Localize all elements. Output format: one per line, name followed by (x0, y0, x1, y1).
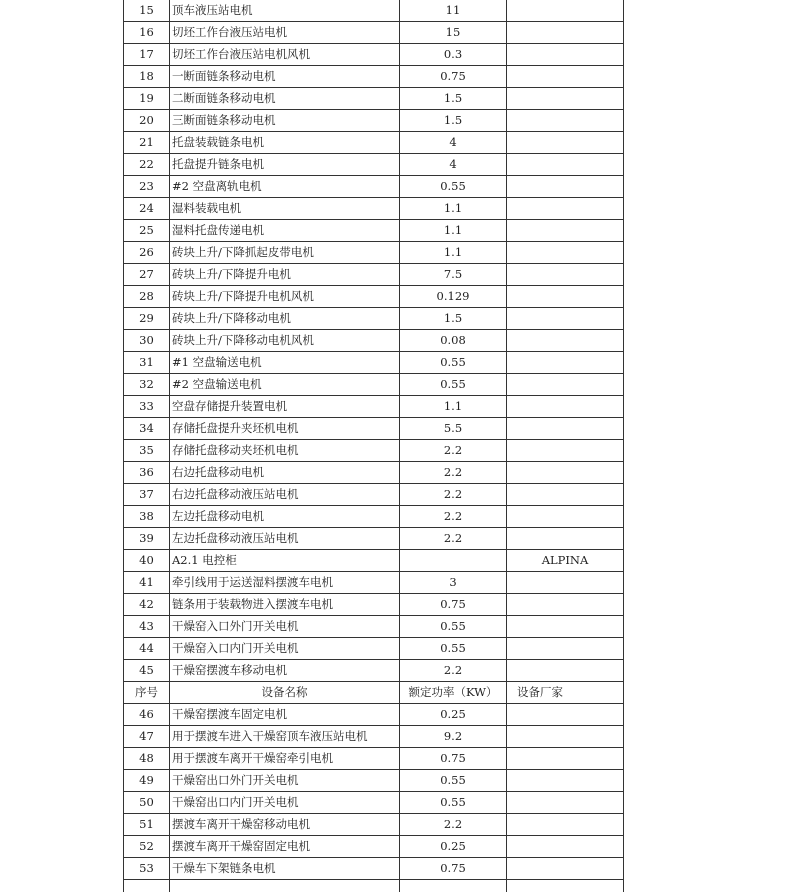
rated-power-cell: 2.2 (400, 462, 507, 484)
rated-power-cell: 2.2 (400, 506, 507, 528)
manufacturer-cell (507, 198, 624, 220)
table-row (124, 638, 624, 660)
equipment-name-cell: 切坯工作台液压站电机 (170, 22, 400, 44)
manufacturer-cell (507, 792, 624, 814)
column-header-maker: 设备厂家 (507, 682, 624, 704)
equipment-name-cell: 干燥窑摆渡车移动电机 (170, 660, 400, 682)
rated-power-cell: 0.25 (400, 836, 507, 858)
equipment-name-cell: 托盘提升链条电机 (170, 154, 400, 176)
row-number-cell: 46 (124, 704, 170, 726)
row-number-cell: 30 (124, 330, 170, 352)
equipment-table (123, 0, 624, 892)
manufacturer-cell (507, 132, 624, 154)
manufacturer-cell (507, 858, 624, 880)
table-row (124, 440, 624, 462)
manufacturer-cell (507, 286, 624, 308)
row-number-cell: 48 (124, 748, 170, 770)
equipment-name-cell: 用于摆渡车离开干燥窑牵引电机 (170, 748, 400, 770)
equipment-name-cell: #2 空盘离轨电机 (170, 176, 400, 198)
rated-power-cell: 0.75 (400, 748, 507, 770)
rated-power-cell: 1.5 (400, 308, 507, 330)
manufacturer-cell (507, 814, 624, 836)
equipment-name-cell: A2.1 电控柜 (170, 550, 400, 572)
table-row (124, 616, 624, 638)
table-row (124, 836, 624, 858)
manufacturer-cell (507, 638, 624, 660)
table-row (124, 594, 624, 616)
equipment-name-cell: 砖块上升/下降移动电机 (170, 308, 400, 330)
row-number-cell: 44 (124, 638, 170, 660)
equipment-name-cell: 切坯工作台液压站电机风机 (170, 44, 400, 66)
row-number-cell: 26 (124, 242, 170, 264)
table-row (124, 770, 624, 792)
row-number-cell: 32 (124, 374, 170, 396)
column-header-power: 额定功率（KW） (400, 682, 507, 704)
table-row (124, 374, 624, 396)
equipment-name-cell: 一断面链条移动电机 (170, 66, 400, 88)
rated-power-cell: 0.75 (400, 66, 507, 88)
table-row (124, 88, 624, 110)
manufacturer-cell (507, 660, 624, 682)
table-row (124, 264, 624, 286)
equipment-name-cell: 干燥窑摆渡车固定电机 (170, 704, 400, 726)
column-header-name: 设备名称 (170, 682, 400, 704)
equipment-name-cell: 顶车液压站电机 (170, 0, 400, 22)
equipment-name-cell: 干燥窑入口外门开关电机 (170, 616, 400, 638)
equipment-name-cell: #2 空盘输送电机 (170, 374, 400, 396)
rated-power-cell: 1.1 (400, 396, 507, 418)
manufacturer-cell (507, 242, 624, 264)
rated-power-cell: 7.5 (400, 264, 507, 286)
rated-power-cell: 0.55 (400, 792, 507, 814)
equipment-name-cell: 干燥车下架链条电机 (170, 858, 400, 880)
equipment-name-cell: 链条用于装载物进入摆渡车电机 (170, 594, 400, 616)
manufacturer-cell (507, 748, 624, 770)
rated-power-cell: 0.75 (400, 858, 507, 880)
manufacturer-cell (507, 396, 624, 418)
rated-power-cell: 0.3 (400, 44, 507, 66)
table-row (124, 66, 624, 88)
table-row (124, 22, 624, 44)
manufacturer-cell (507, 770, 624, 792)
manufacturer-cell (507, 506, 624, 528)
manufacturer-cell (507, 22, 624, 44)
row-number-cell: 38 (124, 506, 170, 528)
rated-power-cell: 0.55 (400, 638, 507, 660)
equipment-name-cell: 右边托盘移动电机 (170, 462, 400, 484)
table-row (124, 308, 624, 330)
table-row (124, 110, 624, 132)
table-row (124, 286, 624, 308)
equipment-name-cell: 砖块上升/下降提升电机 (170, 264, 400, 286)
rated-power-cell: 2.2 (400, 814, 507, 836)
row-number-cell: 18 (124, 66, 170, 88)
row-number-cell: 20 (124, 110, 170, 132)
table-row (124, 242, 624, 264)
rated-power-cell: 0.55 (400, 176, 507, 198)
manufacturer-cell (507, 418, 624, 440)
table-row (124, 572, 624, 594)
equipment-name-cell: 湿料装载电机 (170, 198, 400, 220)
equipment-name-cell: 托盘装载链条电机 (170, 132, 400, 154)
manufacturer-cell (507, 594, 624, 616)
row-number-cell: 16 (124, 22, 170, 44)
empty-cell (124, 880, 170, 892)
row-number-cell: 41 (124, 572, 170, 594)
rated-power-cell: 9.2 (400, 726, 507, 748)
table-row (124, 132, 624, 154)
table-row (124, 462, 624, 484)
equipment-name-cell: 干燥窑入口内门开关电机 (170, 638, 400, 660)
row-number-cell: 49 (124, 770, 170, 792)
manufacturer-cell (507, 44, 624, 66)
equipment-name-cell: 摆渡车离开干燥窑固定电机 (170, 836, 400, 858)
table-row (124, 858, 624, 880)
equipment-name-cell: 存储托盘移动夹坯机电机 (170, 440, 400, 462)
manufacturer-cell (507, 352, 624, 374)
row-number-cell: 31 (124, 352, 170, 374)
table-row (124, 0, 624, 22)
manufacturer-cell (507, 66, 624, 88)
manufacturer-cell (507, 88, 624, 110)
row-number-cell: 17 (124, 44, 170, 66)
table-row (124, 748, 624, 770)
row-number-cell: 28 (124, 286, 170, 308)
equipment-name-cell: 用于摆渡车进入干燥窑顶车液压站电机 (170, 726, 400, 748)
empty-cell (507, 880, 624, 892)
manufacturer-cell (507, 616, 624, 638)
empty-cell (170, 880, 400, 892)
row-number-cell: 42 (124, 594, 170, 616)
table-row (124, 726, 624, 748)
rated-power-cell: 0.55 (400, 616, 507, 638)
equipment-name-cell: 干燥窑出口内门开关电机 (170, 792, 400, 814)
rated-power-cell: 3 (400, 572, 507, 594)
rated-power-cell: 0.75 (400, 594, 507, 616)
rated-power-cell: 1.1 (400, 242, 507, 264)
table-row (124, 484, 624, 506)
equipment-name-cell: 牵引线用于运送湿料摆渡车电机 (170, 572, 400, 594)
table-row-partial (124, 880, 624, 892)
row-number-cell: 33 (124, 396, 170, 418)
manufacturer-cell (507, 572, 624, 594)
table-header-row (124, 682, 624, 704)
manufacturer-cell (507, 0, 624, 22)
rated-power-cell: 2.2 (400, 528, 507, 550)
equipment-name-cell: 右边托盘移动液压站电机 (170, 484, 400, 506)
table-row (124, 396, 624, 418)
equipment-name-cell: 砖块上升/下降提升电机风机 (170, 286, 400, 308)
row-number-cell: 25 (124, 220, 170, 242)
rated-power-cell (400, 550, 507, 572)
row-number-cell: 37 (124, 484, 170, 506)
manufacturer-cell (507, 484, 624, 506)
manufacturer-cell (507, 308, 624, 330)
manufacturer-cell (507, 176, 624, 198)
equipment-table-body (124, 0, 624, 892)
manufacturer-cell (507, 154, 624, 176)
manufacturer-cell: ALPINA (507, 550, 624, 572)
equipment-name-cell: 左边托盘移动液压站电机 (170, 528, 400, 550)
equipment-name-cell: 三断面链条移动电机 (170, 110, 400, 132)
row-number-cell: 22 (124, 154, 170, 176)
table-row (124, 154, 624, 176)
equipment-name-cell: #1 空盘输送电机 (170, 352, 400, 374)
equipment-name-cell: 砖块上升/下降抓起皮带电机 (170, 242, 400, 264)
manufacturer-cell (507, 220, 624, 242)
table-row (124, 352, 624, 374)
row-number-cell: 29 (124, 308, 170, 330)
rated-power-cell: 0.25 (400, 704, 507, 726)
column-header-number: 序号 (124, 682, 170, 704)
row-number-cell: 52 (124, 836, 170, 858)
manufacturer-cell (507, 836, 624, 858)
table-row (124, 660, 624, 682)
manufacturer-cell (507, 110, 624, 132)
row-number-cell: 23 (124, 176, 170, 198)
rated-power-cell: 0.55 (400, 374, 507, 396)
row-number-cell: 19 (124, 88, 170, 110)
rated-power-cell: 2.2 (400, 660, 507, 682)
row-number-cell: 51 (124, 814, 170, 836)
table-row (124, 330, 624, 352)
empty-cell (400, 880, 507, 892)
table-row (124, 220, 624, 242)
manufacturer-cell (507, 462, 624, 484)
rated-power-cell: 0.55 (400, 770, 507, 792)
rated-power-cell: 1.1 (400, 220, 507, 242)
equipment-name-cell: 存储托盘提升夹坯机电机 (170, 418, 400, 440)
row-number-cell: 40 (124, 550, 170, 572)
row-number-cell: 53 (124, 858, 170, 880)
row-number-cell: 15 (124, 0, 170, 22)
rated-power-cell: 1.5 (400, 110, 507, 132)
row-number-cell: 36 (124, 462, 170, 484)
equipment-name-cell: 摆渡车离开干燥窑移动电机 (170, 814, 400, 836)
equipment-name-cell: 干燥窑出口外门开关电机 (170, 770, 400, 792)
manufacturer-cell (507, 704, 624, 726)
manufacturer-cell (507, 264, 624, 286)
row-number-cell: 47 (124, 726, 170, 748)
equipment-name-cell: 空盘存储提升装置电机 (170, 396, 400, 418)
rated-power-cell: 0.08 (400, 330, 507, 352)
row-number-cell: 34 (124, 418, 170, 440)
table-row (124, 814, 624, 836)
row-number-cell: 35 (124, 440, 170, 462)
manufacturer-cell (507, 440, 624, 462)
rated-power-cell: 1.5 (400, 88, 507, 110)
equipment-name-cell: 二断面链条移动电机 (170, 88, 400, 110)
table-row (124, 704, 624, 726)
equipment-name-cell: 湿料托盘传递电机 (170, 220, 400, 242)
rated-power-cell: 15 (400, 22, 507, 44)
table-row (124, 198, 624, 220)
row-number-cell: 50 (124, 792, 170, 814)
manufacturer-cell (507, 374, 624, 396)
equipment-name-cell: 砖块上升/下降移动电机风机 (170, 330, 400, 352)
manufacturer-cell (507, 528, 624, 550)
row-number-cell: 27 (124, 264, 170, 286)
row-number-cell: 21 (124, 132, 170, 154)
table-row (124, 528, 624, 550)
rated-power-cell: 4 (400, 154, 507, 176)
rated-power-cell: 0.55 (400, 352, 507, 374)
rated-power-cell: 11 (400, 0, 507, 22)
manufacturer-cell (507, 726, 624, 748)
rated-power-cell: 2.2 (400, 484, 507, 506)
row-number-cell: 43 (124, 616, 170, 638)
rated-power-cell: 2.2 (400, 440, 507, 462)
rated-power-cell: 0.129 (400, 286, 507, 308)
manufacturer-cell (507, 330, 624, 352)
row-number-cell: 24 (124, 198, 170, 220)
table-row (124, 176, 624, 198)
table-row (124, 418, 624, 440)
rated-power-cell: 4 (400, 132, 507, 154)
equipment-name-cell: 左边托盘移动电机 (170, 506, 400, 528)
rated-power-cell: 5.5 (400, 418, 507, 440)
rated-power-cell: 1.1 (400, 198, 507, 220)
table-row (124, 550, 624, 572)
table-row (124, 506, 624, 528)
row-number-cell: 39 (124, 528, 170, 550)
row-number-cell: 45 (124, 660, 170, 682)
table-row (124, 792, 624, 814)
table-row (124, 44, 624, 66)
